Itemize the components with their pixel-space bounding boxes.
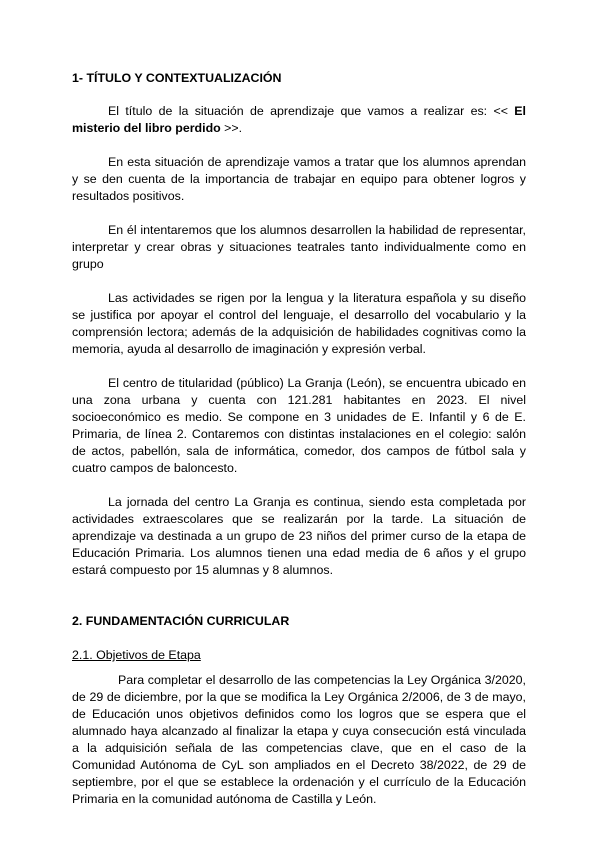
section-2-heading: 2. FUNDAMENTACIÓN CURRICULAR [72, 614, 290, 628]
subsection-heading: 2.1. Objetivos de Etapa [72, 648, 201, 662]
document-page [72, 70, 526, 808]
section-1-heading: 1- TÍTULO Y CONTEXTUALIZACIÓN [72, 71, 282, 85]
section-1-paragraph-title [72, 103, 526, 137]
situation-title-bold: El misterio del libro perdido [72, 104, 526, 135]
section-1-paragraph-school: El centro de titularidad (público) La Granja (León), se encuentra ubicado en una zona urbana y cuenta con 121.281 habitantes en 2023. El nivel socioeconómico es medio. Se compone en 3 unidades de E. Infantil y 6 de E. Primaria, de línea 2. Contaremos con distintas instalaciones en el colegio: salón de actos, pabellón, sala de informática, comedor, dos campos de fútbol sala y cuatro campos de baloncesto. [72, 376, 526, 475]
section-1-paragraph-schedule: La jornada del centro La Granja es continua, siendo esta completada por actividades extraescolares que se realizarán por la tarde. La situación de aprendizaje va destinada a un grupo de 23 niños del primer curso de la etapa de Educación Primaria. Los alumnos tienen una edad media de 6 años y el grupo estará compuesto por 15 alumnas y 8 alumnos. [72, 495, 526, 577]
section-1-paragraph-activities: Las actividades se rigen por la lengua y la literatura española y su diseño se justifica por apoyar el control del lenguaje, el desarrollo del vocabulario y la comprensión lectora; además de la adquisición de habilidades cognitivas como la memoria, ayuda al desarrollo de imaginación y expresión verbal. [72, 291, 526, 356]
section-1-paragraph-teamwork: En esta situación de aprendizaje vamos a tratar que los alumnos aprendan y se den cuenta de la importancia de trabajar en equipo para obtener logros y resultados positivos. [72, 155, 526, 203]
paragraph-text: El título de la situación de aprendizaje que vamos a realizar es: << [108, 104, 515, 118]
paragraph-text: >>. [220, 121, 243, 135]
section-1-paragraph-theatre: En él intentaremos que los alumnos desarrollen la habilidad de representar, interpretar y crear obras y situaciones teatrales tanto individualmente como en grupo [72, 223, 526, 271]
section-2-paragraph-objectives: Para completar el desarrollo de las competencias la Ley Orgánica 3/2020, de 29 de diciembre, por la que se modifica la Ley Orgánica 2/2006, de 3 de mayo, de Educación unos objetivos definidos como los logros que se espera que el alumnado haya alcanzado al finalizar la etapa y cuya consecución está vinculada a la adquisición señala de las competencias clave, que en el caso de la Comunidad Autónoma de CyL son ampliados en el Decreto 38/2022, de 29 de septiembre, por el que se establece la ordenación y el currículo de la Educación Primaria en la comunidad autónoma de Castilla y León. [72, 673, 526, 806]
